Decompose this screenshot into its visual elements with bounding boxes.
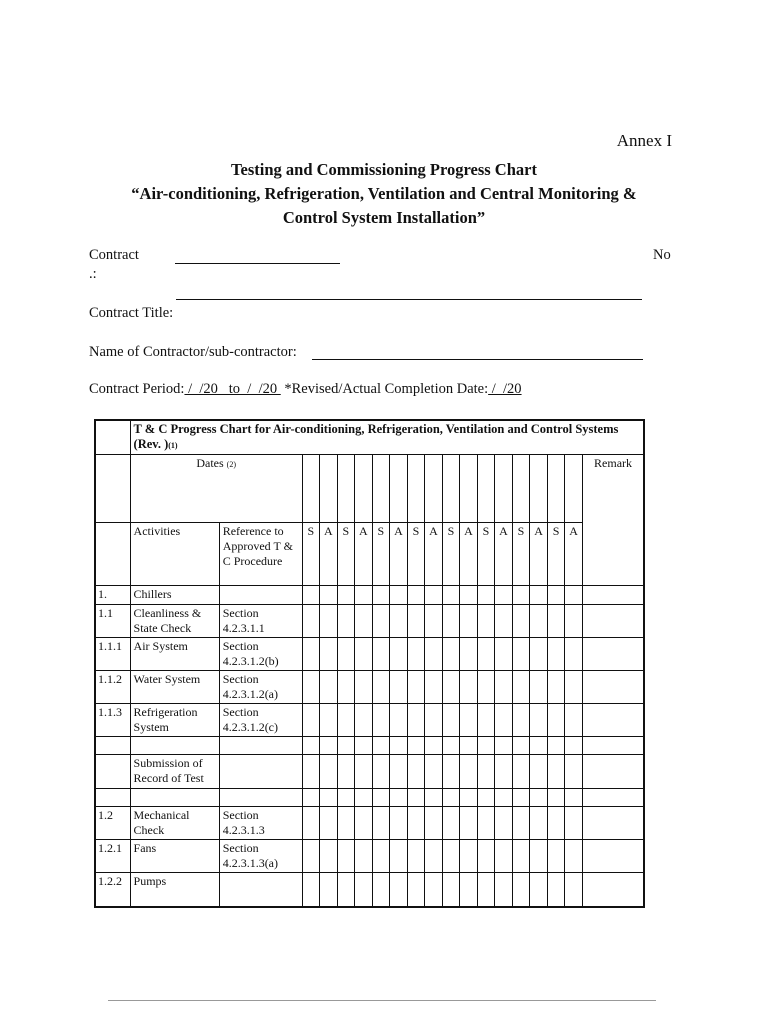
remark-cell — [583, 671, 644, 704]
sa-header-cell: S — [372, 523, 389, 586]
row-no — [95, 737, 130, 755]
date-cell — [530, 873, 548, 907]
table-row — [95, 807, 644, 840]
row-activity: Air System — [130, 638, 219, 671]
footer-rule — [108, 1000, 656, 1001]
date-cell — [354, 586, 372, 605]
date-cell — [424, 840, 442, 873]
date-cell — [319, 737, 337, 755]
date-cell — [319, 755, 337, 789]
date-cell — [565, 789, 583, 807]
date-cell — [372, 737, 389, 755]
date-cell — [389, 671, 407, 704]
row-activity: Fans — [130, 840, 219, 873]
date-cell — [354, 840, 372, 873]
date-cell — [459, 586, 477, 605]
revised-label: *Revised/Actual Completion Date: — [284, 381, 489, 397]
date-cell — [354, 605, 372, 638]
row-ref: Section 4.2.3.1.3(a) — [219, 840, 302, 873]
date-cell — [513, 755, 530, 789]
date-cell — [407, 840, 424, 873]
date-cell — [389, 586, 407, 605]
row-ref — [219, 755, 302, 789]
date-cell — [372, 704, 389, 737]
date-cell — [477, 638, 494, 671]
date-cell — [459, 638, 477, 671]
contract-title-line — [176, 299, 642, 300]
date-cell — [389, 605, 407, 638]
date-cell — [530, 737, 548, 755]
date-cell — [372, 586, 389, 605]
sa-header-cell: A — [459, 523, 477, 586]
date-cell — [424, 873, 442, 907]
date-cell — [513, 840, 530, 873]
date-cell — [494, 704, 512, 737]
date-cell — [389, 704, 407, 737]
table-row — [95, 737, 644, 755]
date-cell — [477, 605, 494, 638]
date-cell — [337, 840, 354, 873]
date-cell — [459, 873, 477, 907]
date-cell — [513, 789, 530, 807]
date-cell — [302, 586, 319, 605]
row-activity: Cleanliness & State Check — [130, 605, 219, 638]
date-cell — [389, 755, 407, 789]
date-cell — [302, 755, 319, 789]
date-cell — [354, 807, 372, 840]
table-row — [95, 586, 644, 605]
date-cell — [407, 586, 424, 605]
date-cell — [302, 840, 319, 873]
date-cell — [477, 840, 494, 873]
table-heading: T & C Progress Chart for Air-conditioning, Refrigeration, Ventilation and Control Systems (Rev. )(1) — [130, 420, 644, 455]
sa-header-cell: S — [513, 523, 530, 586]
date-cell — [459, 671, 477, 704]
date-cell — [354, 737, 372, 755]
title-line-1: Testing and Commissioning Progress Chart — [231, 160, 537, 179]
table-row — [95, 873, 644, 907]
date-cell — [319, 873, 337, 907]
row-ref — [219, 873, 302, 907]
date-cell — [459, 737, 477, 755]
date-cell — [494, 807, 512, 840]
date-cell — [407, 638, 424, 671]
date-cell — [354, 704, 372, 737]
date-cell — [442, 873, 459, 907]
date-cell — [442, 671, 459, 704]
contract-title-label: Contract Title: — [89, 305, 174, 321]
revised-value: / /20 — [488, 381, 522, 397]
sa-header-cell: S — [442, 523, 459, 586]
date-cell — [424, 789, 442, 807]
date-cell — [302, 605, 319, 638]
date-cell — [319, 704, 337, 737]
dates-label: Dates (2) — [130, 455, 302, 523]
remark-cell — [583, 737, 644, 755]
date-cell — [513, 737, 530, 755]
date-cell — [389, 840, 407, 873]
date-cell — [494, 605, 512, 638]
date-cell — [302, 789, 319, 807]
date-cell — [302, 671, 319, 704]
date-cell — [513, 671, 530, 704]
date-cell — [442, 605, 459, 638]
row-activity: Refrigeration System — [130, 704, 219, 737]
date-cell — [565, 737, 583, 755]
reference-header: Reference to Approved T & C Procedure — [219, 523, 302, 586]
title-line-3: Control System Installation” — [282, 208, 486, 227]
dates-blank — [95, 455, 130, 523]
date-cell — [477, 704, 494, 737]
date-cell — [302, 638, 319, 671]
contractor-label: Name of Contractor/sub-contractor: — [89, 344, 297, 360]
date-cell — [442, 755, 459, 789]
row-ref: Section 4.2.3.1.2(a) — [219, 671, 302, 704]
date-cell — [319, 638, 337, 671]
remark-cell — [583, 586, 644, 605]
contract-suffix: .: — [89, 266, 97, 282]
date-cell — [459, 789, 477, 807]
row-no — [95, 755, 130, 789]
date-cell — [407, 605, 424, 638]
date-cell — [548, 737, 565, 755]
date-cell — [372, 605, 389, 638]
row-activity: Mechanical Check — [130, 807, 219, 840]
date-cell — [372, 755, 389, 789]
date-cell — [548, 807, 565, 840]
row-ref: Section 4.2.3.1.3 — [219, 807, 302, 840]
date-cell — [548, 873, 565, 907]
date-cell — [548, 840, 565, 873]
date-cell — [337, 873, 354, 907]
row-no: 1.2.2 — [95, 873, 130, 907]
contractor-line — [312, 359, 643, 360]
date-cell — [424, 638, 442, 671]
activities-header: Activities — [130, 523, 219, 586]
date-cell — [459, 704, 477, 737]
date-cell — [407, 755, 424, 789]
date-cell — [477, 789, 494, 807]
date-cell — [354, 755, 372, 789]
date-cell — [548, 789, 565, 807]
date-cell — [302, 737, 319, 755]
date-cell — [389, 873, 407, 907]
date-cell — [565, 807, 583, 840]
date-cell — [530, 638, 548, 671]
date-cell — [530, 789, 548, 807]
date-cell — [494, 737, 512, 755]
date-cell — [442, 807, 459, 840]
table-row — [95, 704, 644, 737]
date-cell — [372, 840, 389, 873]
remark-cell — [583, 873, 644, 907]
sa-header-cell: S — [337, 523, 354, 586]
date-cell — [442, 704, 459, 737]
title-line-2: “Air-conditioning, Refrigeration, Ventilation and Central Monitoring & — [131, 184, 637, 203]
date-cell — [389, 807, 407, 840]
date-cell — [477, 873, 494, 907]
date-cell — [548, 605, 565, 638]
sa-header-cell: A — [424, 523, 442, 586]
row-ref: Section 4.2.3.1.2(c) — [219, 704, 302, 737]
sa-header-cell: A — [565, 523, 583, 586]
remark-cell — [583, 638, 644, 671]
date-cell — [513, 704, 530, 737]
row-no: 1.1.2 — [95, 671, 130, 704]
date-cell — [302, 704, 319, 737]
date-cell — [477, 755, 494, 789]
table-row — [95, 755, 644, 789]
date-cell — [372, 873, 389, 907]
table-row — [95, 605, 644, 638]
date-cell — [337, 789, 354, 807]
date-cell — [548, 671, 565, 704]
row-activity — [130, 789, 219, 807]
row-ref — [219, 586, 302, 605]
row-ref: Section 4.2.3.1.2(b) — [219, 638, 302, 671]
row-no: 1.2 — [95, 807, 130, 840]
date-cell — [548, 704, 565, 737]
remark-cell — [583, 807, 644, 840]
date-cell — [337, 807, 354, 840]
row-activity: Pumps — [130, 873, 219, 907]
row-activity: Water System — [130, 671, 219, 704]
date-cell — [319, 807, 337, 840]
date-cell — [565, 704, 583, 737]
date-cell — [530, 586, 548, 605]
date-cell — [565, 873, 583, 907]
date-cell — [424, 737, 442, 755]
progress-chart-table — [94, 419, 645, 908]
date-cell — [513, 605, 530, 638]
date-cell — [459, 807, 477, 840]
sa-header-cell: A — [389, 523, 407, 586]
date-cell — [424, 807, 442, 840]
row-no: 1. — [95, 586, 130, 605]
date-cell — [548, 586, 565, 605]
date-cell — [389, 638, 407, 671]
row-activity — [130, 737, 219, 755]
date-cell — [477, 671, 494, 704]
remark-cell — [583, 605, 644, 638]
date-cell — [372, 671, 389, 704]
date-cell — [459, 840, 477, 873]
period-value: / /20 to / /20 — [184, 381, 281, 397]
remark-cell — [583, 704, 644, 737]
date-cell — [530, 840, 548, 873]
annex-label: Annex I — [616, 131, 672, 150]
date-cell — [494, 586, 512, 605]
date-cell — [407, 704, 424, 737]
sa-header-cell: A — [530, 523, 548, 586]
date-cell — [319, 605, 337, 638]
date-cell — [548, 755, 565, 789]
sa-header-cell: S — [407, 523, 424, 586]
date-cell — [565, 638, 583, 671]
row-activity: Submission of Record of Test — [130, 755, 219, 789]
date-cell — [494, 789, 512, 807]
row-ref — [219, 737, 302, 755]
date-cell — [565, 586, 583, 605]
date-cell — [354, 789, 372, 807]
date-cell — [494, 840, 512, 873]
date-cell — [337, 737, 354, 755]
date-cell — [407, 807, 424, 840]
row-no: 1.1.3 — [95, 704, 130, 737]
activities-blank — [95, 523, 130, 586]
date-cell — [442, 789, 459, 807]
date-cell — [513, 873, 530, 907]
date-cell — [530, 755, 548, 789]
date-cell — [494, 638, 512, 671]
date-cell — [424, 586, 442, 605]
date-cell — [424, 755, 442, 789]
sa-header-cell: A — [354, 523, 372, 586]
date-cell — [477, 737, 494, 755]
remark-cell — [583, 789, 644, 807]
remark-cell — [583, 755, 644, 789]
date-cell — [407, 873, 424, 907]
period-label: Contract Period: — [89, 381, 185, 397]
date-cell — [530, 704, 548, 737]
date-cell — [337, 704, 354, 737]
corner-cell — [95, 420, 130, 455]
sa-header-cell: S — [302, 523, 319, 586]
date-cell — [337, 586, 354, 605]
date-cell — [319, 586, 337, 605]
date-cell — [337, 755, 354, 789]
table-row — [95, 638, 644, 671]
date-cell — [407, 737, 424, 755]
sa-header-cell: S — [477, 523, 494, 586]
date-cell — [424, 671, 442, 704]
row-no — [95, 789, 130, 807]
no-label: No — [653, 247, 671, 263]
contract-label: Contract — [89, 247, 139, 263]
date-cell — [302, 873, 319, 907]
date-cell — [389, 737, 407, 755]
date-cell — [565, 755, 583, 789]
table-row — [95, 789, 644, 807]
date-cell — [424, 704, 442, 737]
date-cell — [494, 873, 512, 907]
date-cell — [337, 605, 354, 638]
sa-header-cell: A — [319, 523, 337, 586]
date-cell — [442, 737, 459, 755]
date-cell — [354, 638, 372, 671]
date-cell — [337, 671, 354, 704]
row-activity: Chillers — [130, 586, 219, 605]
date-cell — [565, 840, 583, 873]
date-cell — [494, 671, 512, 704]
date-cell — [319, 840, 337, 873]
date-cell — [337, 638, 354, 671]
date-cell — [354, 873, 372, 907]
sa-header-cell: A — [494, 523, 512, 586]
date-cell — [513, 638, 530, 671]
row-no: 1.1.1 — [95, 638, 130, 671]
date-cell — [548, 638, 565, 671]
row-no: 1.1 — [95, 605, 130, 638]
date-cell — [319, 789, 337, 807]
date-cell — [530, 671, 548, 704]
date-cell — [459, 605, 477, 638]
table-row — [95, 671, 644, 704]
sa-header-cell: S — [548, 523, 565, 586]
date-cell — [477, 807, 494, 840]
date-cell — [407, 789, 424, 807]
date-cell — [477, 586, 494, 605]
date-cell — [354, 671, 372, 704]
date-cell — [565, 605, 583, 638]
remark-header: Remark — [583, 455, 644, 586]
row-ref: Section 4.2.3.1.1 — [219, 605, 302, 638]
date-cell — [513, 586, 530, 605]
row-no: 1.2.1 — [95, 840, 130, 873]
date-cell — [565, 671, 583, 704]
date-cell — [424, 605, 442, 638]
remark-cell — [583, 840, 644, 873]
date-cell — [319, 671, 337, 704]
date-cell — [459, 755, 477, 789]
date-cell — [494, 755, 512, 789]
date-cell — [442, 586, 459, 605]
table-row — [95, 840, 644, 873]
date-cell — [372, 789, 389, 807]
date-cell — [442, 840, 459, 873]
contract-no-line — [175, 263, 340, 264]
contract-period-row — [89, 381, 522, 398]
date-cell — [442, 638, 459, 671]
date-cell — [389, 789, 407, 807]
date-cell — [372, 807, 389, 840]
date-cell — [407, 671, 424, 704]
row-ref — [219, 789, 302, 807]
date-cell — [530, 605, 548, 638]
date-cell — [513, 807, 530, 840]
date-cell — [530, 807, 548, 840]
date-cell — [372, 638, 389, 671]
date-cell — [302, 807, 319, 840]
